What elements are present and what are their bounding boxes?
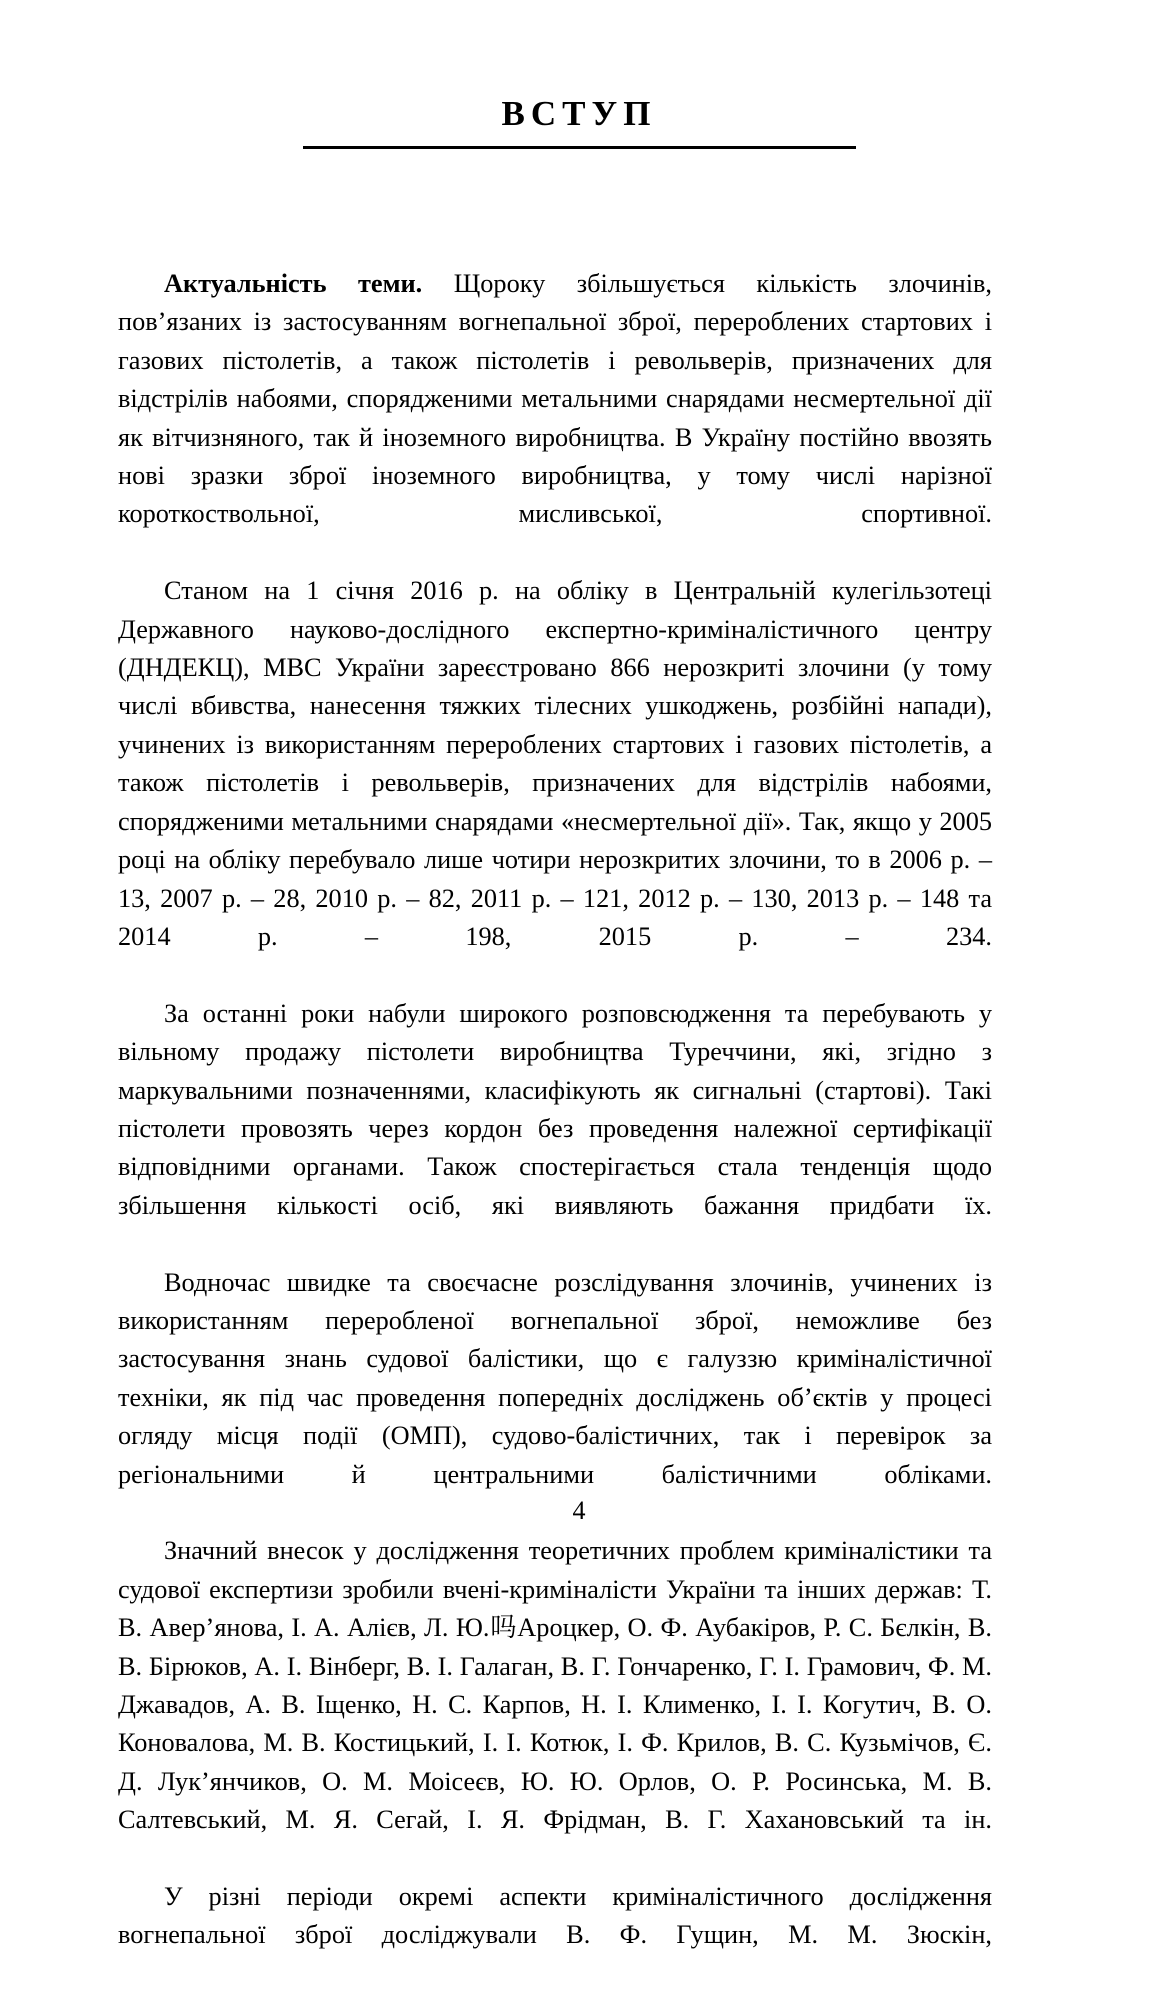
paragraph-3: За останні роки набули широкого розповсюдження та перебувають у вільному продажу пістолети виробництва Туреччини, які, згідно з маркувальними позначеннями, класифікують як сигнальні (стартові). Такі пістолети провозять через кордон без проведення належної сертифікації відповідними органами. Також спостерігається стала тенденція щодо збільшення кількості осіб, які виявляють бажання придбати їх. bbox=[118, 998, 992, 1220]
page-number: 4 bbox=[572, 1496, 586, 1525]
paragraph-6: У різні періоди окремі аспекти криміналістичного дослідження вогнепальної зброї досліджували В. Ф. Гущин, М. М. Зюскін, bbox=[118, 1882, 992, 1950]
paragraph-5-scholar-names: Значний внесок у дослідження теоретичних проблем криміналістики та судової експертизи зробили вчені-криміналісти України та інших держав: Т. В. Авер’янова, І. А. Алієв, Л. Ю.吗Ароцкер, О. Ф. Аубакіров, Р. С. Бєлкін, В. В. Бірюков, А. І. Вінберг, В. І. Галаган, В. Г. Гончаренко, Г. І. Грамович, Ф. М. Джавадов, А. В. Іщенко, Н. С. Карпов, Н. І. Клименко, І. І. Когутич, В. О. Коновалова, М. В. Костицький, І. І. Котюк, І. Ф. Крилов, В. С. Кузьмічов, Є. Д. Лук’янчиков, О. М. Моісеєв, Ю. Ю. Орлов, О. Р. Росинська, М. В. Салтевський, М. Я. Сегай, І. Я. Фрідман, В. Г. Хахановський та ін. bbox=[118, 1536, 992, 1835]
paragraph-1-body: Щороку збільшується кількість злочинів, пов’язаних із застосуванням вогнепальної зброї, перероблених стартових і газових пістолетів, а також пістолетів і револьверів, призначених для відстрілів набоями, спорядженими метальними снарядами несмертельної дії як вітчизняного, так й іноземного виробництва. В Україну постійно ввозять нові зразки зброї іноземного виробництва, у тому числі нарізної короткоствольної, мисливської, спортивної. bbox=[118, 269, 993, 529]
paragraph-4: Водночас швидке та своєчасне розслідування злочинів, учинених із використанням переробленої вогнепальної зброї, неможливе без застосування знань судової балістики, що є галуззю криміналістичної техніки, як під час проведення попередніх досліджень об’єктів у процесі огляду місця події (ОМП), судово-балістичних, так і перевірок за регіональними й центральними балістичними обліками. bbox=[118, 1267, 992, 1489]
page-title: ВСТУП bbox=[501, 94, 657, 133]
heading-divider bbox=[303, 146, 856, 149]
body-text-column bbox=[118, 265, 992, 1993]
paragraph-1-lead: Актуальність теми. bbox=[164, 269, 423, 298]
page-heading bbox=[120, 95, 1038, 149]
paragraph-1 bbox=[118, 265, 992, 572]
paragraph-2: Станом на 1 січня 2016 р. на обліку в Центральній кулегільзотеці Державного науково-дослідного експертно-криміналістичного центру (ДНДЕКЦ), МВС України зареєстровано 866 нерозкриті злочини (у тому числі вбивства, нанесення тяжких тілесних ушкоджень, розбійні напади), учинених із використанням перероблених стартових і газових пістолетів, а також пістолетів і револьверів, призначених для відстрілів набоями, спорядженими метальними снарядами «несмертельної дії». Так, якщо у 2005 році на обліку перебувало лише чотири нерозкритих злочини, то в 2006 р. – 13, 2007 р. – 28, 2010 р. – 82, 2011 р. – 121, 2012 р. – 130, 2013 р. – 148 та 2014 р. – 198, 2015 р. – 234. bbox=[118, 576, 992, 951]
